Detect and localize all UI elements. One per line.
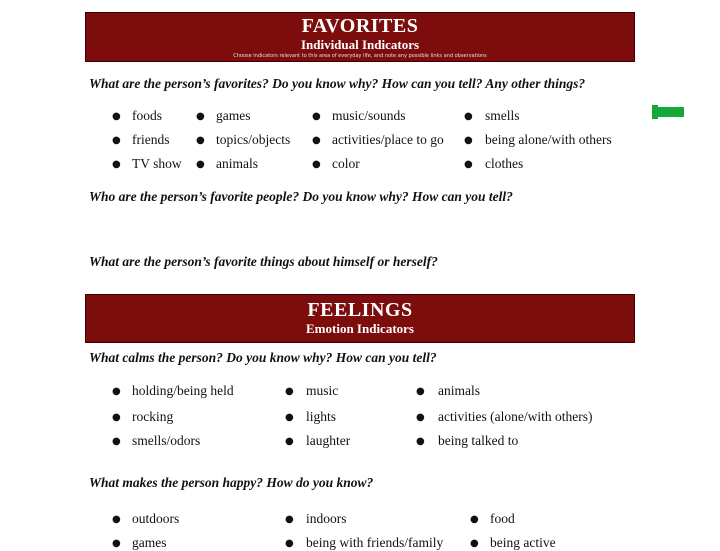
bullet-icon: ● [112, 538, 121, 549]
list-item: being active [490, 535, 556, 550]
feelings-banner [85, 294, 635, 343]
list-item: smells/odors [132, 433, 201, 448]
list-item: lights [306, 409, 337, 424]
favorites-fine-print: Choose indicators relevant to this area of everyday life, and note any possible links and observations [233, 53, 487, 59]
list-item: games [132, 535, 167, 550]
favorites-question-1: What are the person’s favorites? Do you know why? How can you tell? Any other things? [89, 76, 586, 91]
list-item: laughter [306, 433, 351, 448]
bullet-icon: ● [112, 514, 121, 525]
list-item: topics/objects [216, 132, 291, 147]
green-tab-marker [652, 107, 684, 117]
feelings-subtitle: Emotion Indicators [306, 321, 414, 336]
list-item: outdoors [132, 511, 180, 526]
list-item: color [332, 156, 360, 171]
list-item: food [490, 511, 515, 526]
list-item: being with friends/family [306, 535, 444, 550]
bullet-icon: ● [312, 135, 321, 146]
bullet-icon: ● [112, 436, 121, 447]
favorites-question-2: Who are the person’s favorite people? Do you know why? How can you tell? [89, 189, 513, 204]
bullet-icon: ● [470, 514, 479, 525]
bullet-icon: ● [285, 436, 294, 447]
list-item: friends [132, 132, 170, 147]
list-item: activities/place to go [332, 132, 444, 147]
favorites-question-3: What are the person’s favorite things about himself or herself? [89, 254, 438, 269]
bullet-icon: ● [112, 135, 121, 146]
list-item: rocking [132, 409, 174, 424]
feelings-question-1: What calms the person? Do you know why? How can you tell? [89, 350, 437, 365]
bullet-icon: ● [416, 386, 425, 397]
list-item: games [216, 108, 251, 123]
bullet-icon: ● [312, 111, 321, 122]
list-item: music [306, 383, 339, 398]
favorites-banner [85, 12, 635, 62]
bullet-icon: ● [416, 436, 425, 447]
bullet-icon: ● [112, 159, 121, 170]
bullet-icon: ● [470, 538, 479, 549]
list-item: being alone/with others [485, 132, 612, 147]
list-item: indoors [306, 511, 347, 526]
list-item: foods [132, 108, 162, 123]
bullet-icon: ● [312, 159, 321, 170]
bullet-icon: ● [112, 412, 121, 423]
bullet-icon: ● [285, 538, 294, 549]
feelings-question-2: What makes the person happy? How do you know? [89, 475, 374, 490]
list-item: smells [485, 108, 520, 123]
bullet-icon: ● [285, 412, 294, 423]
bullet-icon: ● [285, 386, 294, 397]
list-item: music/sounds [332, 108, 406, 123]
bullet-icon: ● [464, 159, 473, 170]
bullet-icon: ● [112, 111, 121, 122]
bullet-icon: ● [196, 159, 205, 170]
bullet-icon: ● [464, 111, 473, 122]
list-item: animals [438, 383, 480, 398]
favorites-title: FAVORITES [301, 15, 419, 37]
list-item: activities (alone/with others) [438, 409, 593, 424]
list-item: being talked to [438, 433, 519, 448]
list-item: clothes [485, 156, 524, 171]
list-item: animals [216, 156, 258, 171]
bullet-icon: ● [112, 386, 121, 397]
bullet-icon: ● [196, 135, 205, 146]
favorites-subtitle: Individual Indicators [300, 37, 420, 52]
feelings-title: FEELINGS [307, 299, 413, 321]
bullet-icon: ● [416, 412, 425, 423]
list-item: holding/being held [132, 383, 234, 398]
bullet-icon: ● [464, 135, 473, 146]
list-item: TV show [132, 156, 182, 171]
bullet-icon: ● [196, 111, 205, 122]
bullet-icon: ● [285, 514, 294, 525]
